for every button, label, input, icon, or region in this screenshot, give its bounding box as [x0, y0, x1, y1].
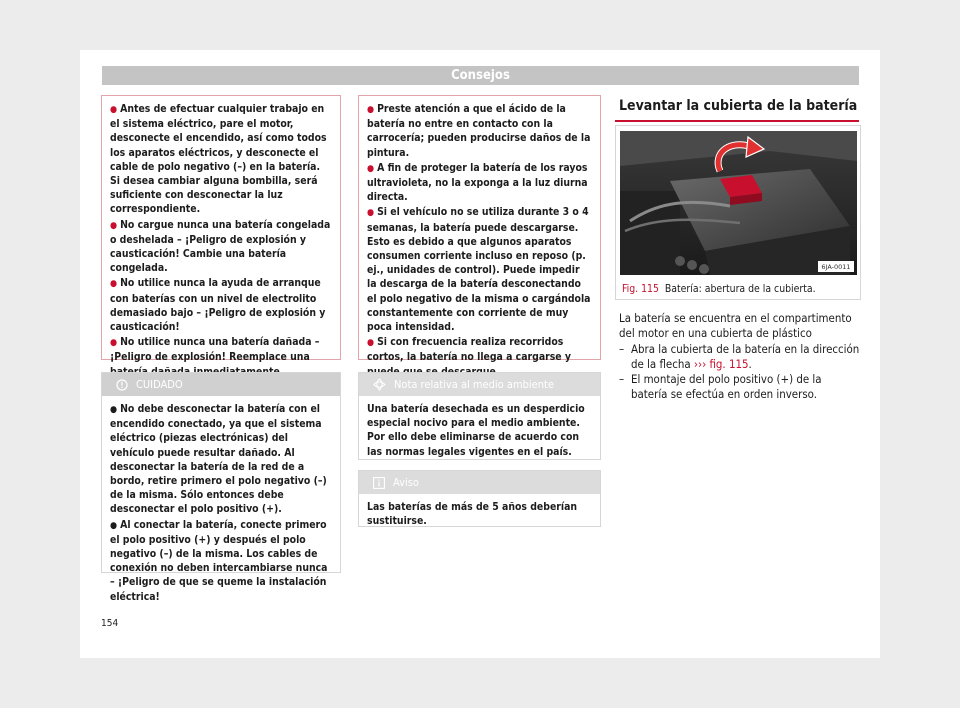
page-number: 154	[101, 618, 119, 629]
step-item: – El montaje del polo positivo (+) de la batería se efectúa en orden inverso.	[619, 372, 822, 401]
figure-label: Fig. 115	[622, 283, 659, 295]
note-title: Aviso	[393, 476, 419, 489]
bullet-icon: ●	[367, 338, 375, 349]
caution-box	[101, 372, 341, 603]
bullet-icon: ●	[110, 520, 118, 531]
bullet-icon: ●	[110, 279, 118, 290]
list-item: ● A fin de proteger la batería de los rayos ultravioleta, no la exponga a la luz diurna directa.	[367, 161, 588, 204]
environment-header	[359, 373, 600, 396]
environment-title: Nota relativa al medio ambiente	[394, 378, 554, 391]
info-icon	[373, 477, 385, 489]
page-header: Consejos	[102, 66, 859, 85]
list-item: ● Si con frecuencia realiza recorridos cortos, la batería no llega a cargarse y	[367, 336, 571, 364]
warning-box-2	[358, 95, 601, 364]
list-item: ● No utilice nunca la ayuda de arranque con baterías con un nivel de electrolito demasiado bajo – ¡Peligro de explosión y causticación!	[110, 277, 326, 334]
arrow-icon: ›››	[693, 357, 707, 371]
environment-box	[358, 372, 601, 460]
figure-box	[615, 125, 861, 300]
dash-icon: –	[619, 372, 625, 386]
battery-illustration	[620, 131, 857, 275]
bullet-icon: ●	[110, 220, 118, 231]
dash-icon: –	[619, 342, 625, 356]
warning-list	[102, 96, 340, 386]
title-rule	[615, 120, 859, 122]
battery-photo	[620, 131, 857, 275]
caution-title: CUIDADO	[136, 378, 183, 391]
caution-list	[102, 396, 340, 611]
caution-header	[102, 373, 340, 396]
list-item: ● Al conectar la batería, conecte primero el polo positivo (+) y después el polo negativo (–) de la misma. Los cables de conexión no deben intercambiarse nunca – ¡Peligro de que se queme la instalación eléctrica!	[110, 518, 328, 603]
bullet-icon: ●	[367, 163, 375, 174]
note-header	[359, 471, 600, 494]
bullet-icon: ●	[367, 105, 375, 115]
caution-icon	[116, 379, 128, 391]
list-item: ● No utilice nunca una batería dañada – ¡Peligro de explosión! Reemplace una	[110, 336, 320, 364]
leaf-icon	[373, 378, 386, 391]
figure-link[interactable]: fig. 115	[709, 357, 749, 371]
list-item: ● Antes de efectuar cualquier trabajo en el sistema eléctrico, pare el motor, desconecte el encendido, así como todos los aparatos eléctricos, y desconecte el cable de polo negativo (–) en la batería. Si desea cambiar alguna bombilla, será suficiente con desconectar la luz correspondiente.	[110, 103, 327, 216]
environment-text: Una batería desechada es un desperdicio especial nocivo para el medio ambiente. Por ello debe eliminarse de acuerdo con las normas legales vigentes en el país.	[367, 403, 585, 458]
intro-paragraph: La batería se encuentra en el compartimento del motor en una cubierta de plástico	[619, 311, 852, 340]
list-item: ● No debe desconectar la batería con el encendido conectado, ya que el sistema eléctrico (piezas electrónicas) del vehículo puede resultar dañado. Al desconectar la batería de la red de a bordo, retire primero el polo negativo (–) de la misma. Sólo entonces debe desconectar el polo positivo (+).	[110, 403, 327, 516]
list-item: ● Si el vehículo no se utiliza durante 3 o 4 semanas, la batería puede descargarse. Esto es debido a que algunos aparatos consumen corriente incluso en reposo (p. ej., unidades de control). Puede impedir la descarga de la batería desconectando el polo negativo de la misma o cargándola constantemente con corriente de muy poca intensidad.	[367, 206, 591, 334]
bullet-icon: ●	[110, 405, 118, 415]
warning-list-2	[359, 96, 600, 386]
caption-text: Batería: abertura de la cubierta.	[664, 283, 816, 295]
bullet-icon: ●	[110, 105, 118, 115]
note-text: Las baterías de más de 5 años deberían sustituirse.	[367, 501, 578, 528]
step-item: – Abra la cubierta de la batería en la dirección de la flecha ››› fig. 115.	[619, 342, 860, 371]
bullet-icon: ●	[110, 338, 118, 349]
figure-caption	[622, 283, 816, 295]
note-box	[358, 470, 601, 527]
section-title: Levantar la cubierta de la batería	[619, 98, 858, 114]
list-item: ● Preste atención a que el ácido de la batería no entre en contacto con la carrocería; pueden producirse daños de la pintura.	[367, 103, 591, 159]
list-item: ● No cargue nunca una batería congelada o deshelada – ¡Peligro de explosión y causticación! Cambie una batería congelada.	[110, 218, 331, 275]
bullet-icon: ●	[367, 208, 375, 219]
figure-code: 6JA-0011	[821, 263, 851, 271]
warning-box	[101, 95, 341, 364]
body-text	[619, 311, 861, 402]
